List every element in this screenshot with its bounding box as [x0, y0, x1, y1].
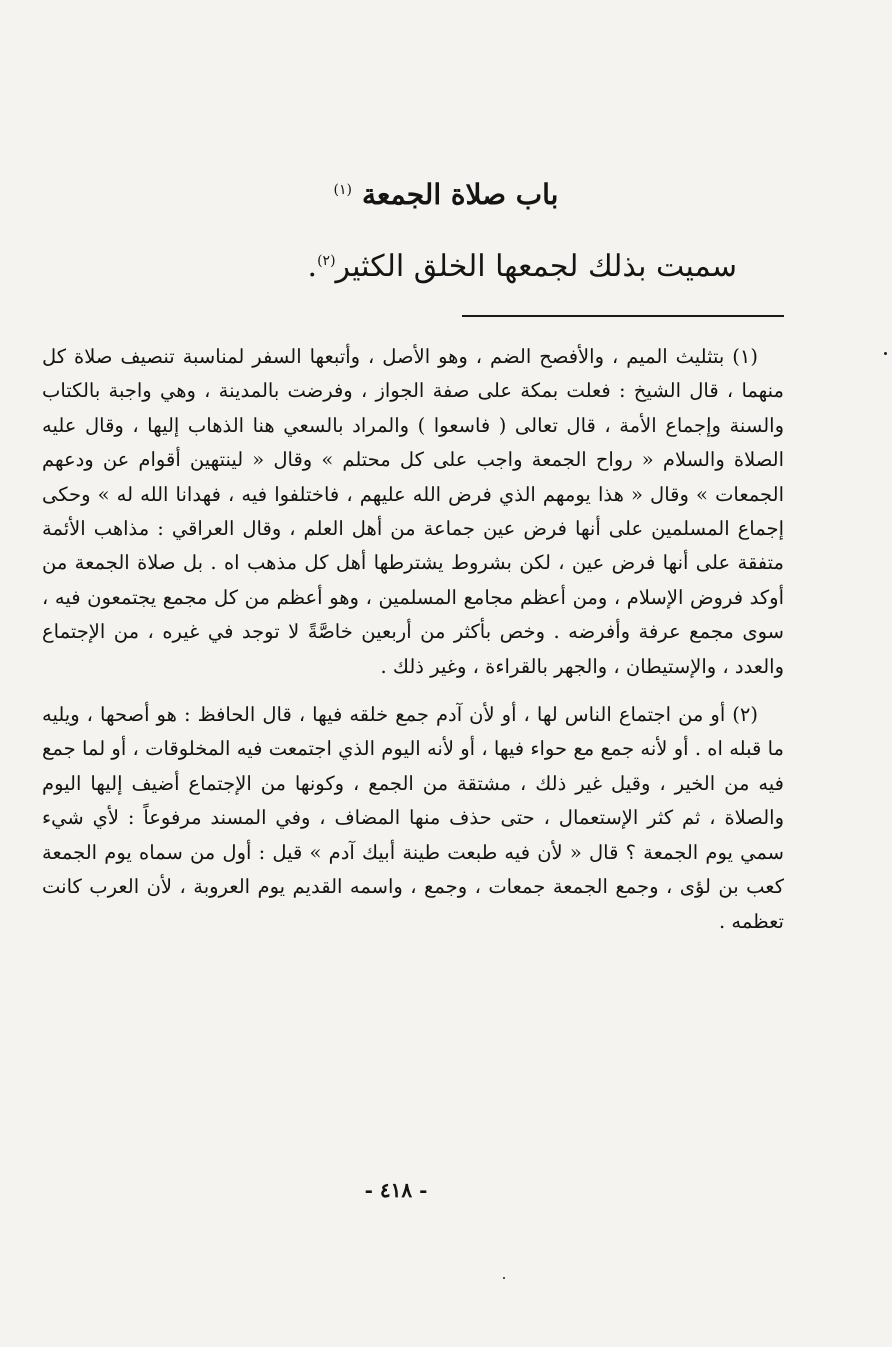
footnote-2: [42, 698, 784, 939]
scan-speck: [884, 352, 887, 355]
chapter-title: باب صلاة الجمعة: [362, 178, 559, 212]
footnote-marker-2: (٢): [732, 703, 758, 727]
scan-speck: [503, 1277, 505, 1279]
footnote-1: [42, 340, 784, 684]
footnote-text-2: أو من اجتماع الناس لها ، أو لأن آدم جمع خلقه فيها ، قال الحافظ : هو أصحها ، ويليه ما قبله اه . أو لأنه جمع مع حواء فيها ، أو لأنه اليوم الذي اجتمعت فيه المخلوقات ، أو لما جمع فيه من الخير ، وقيل غير ذلك ، مشتقة من الجمع ، وكونها من الإجتماع أضيف إليها اليوم والصلاة ، ثم كثر الإستعمال ، حتى حذف منها المضاف ، وفي المسند مرفوعاً : لأي شيء سمي يوم الجمعة ؟ قال « لأن فيه طبعت طينة أبيك آدم » قيل : أول من سماه يوم الجمعة كعب بن لؤى ، وجمع الجمعة جمعات ، وجمع ، واسمه القديم يوم العروبة ، لأن العرب كانت تعظمه .: [42, 703, 784, 933]
subheading-end: .: [307, 249, 318, 284]
footnote-text-1: بتثليث الميم ، والأفصح الضم ، وهو الأصل ، وأتبعها السفر لمناسبة تنصيف صلاة كل منهما ، قال الشيخ : فعلت بمكة على صفة الجواز ، وفرضت بالمدينة ، وهي واجبة بالكتاب والسنة وإجماع الأمة ، قال تعالى ( فاسعوا ) والمراد بالسعي هنا الذهاب إليها ، وقال عليه الصلاة والسلام « رواح الجمعة واجب على كل محتلم » وقال « لينتهين أقوام عن ودعهم الجمعات » وقال « هذا يومهم الذي فرض الله عليهم ، فاختلفوا فيه ، فهدانا الله له » وحكى إجماع المسلمين على أنها فرض عين جماعة من أهل العلم ، وقال العراقي : مذاهب الأئمة متفقة على أنها فرض عين ، لكن بشروط يشترطها أهل كل مذهب اه . بل صلاة الجمعة من أوكد فروض الإسلام ، ومن أعظم مجامع المسلمين ، وهو أعظم من كل مجمع يجتمعون فيه ، سوى مجمع عرفة وأفرضه . وخص بأكثر من أربعين خاصَّةً لا توجد في غيره ، من الإجتماع والعدد ، والإستيطان ، والجهر بالقراءة ، وغير ذلك .: [42, 345, 784, 678]
footnote-marker-1: (١): [732, 345, 758, 368]
footnotes: [42, 340, 784, 939]
chapter-heading: [0, 170, 892, 215]
footnote-ref-1: (١): [333, 182, 353, 198]
page-number: - ٤١٨ -: [364, 1178, 428, 1202]
footnote-ref-2: (٢): [317, 253, 336, 269]
footnote-separator: [462, 315, 784, 317]
subheading-text: سميت بذلك لجمعها الخلق الكثير: [335, 249, 737, 284]
chapter-subheading: [177, 238, 737, 290]
